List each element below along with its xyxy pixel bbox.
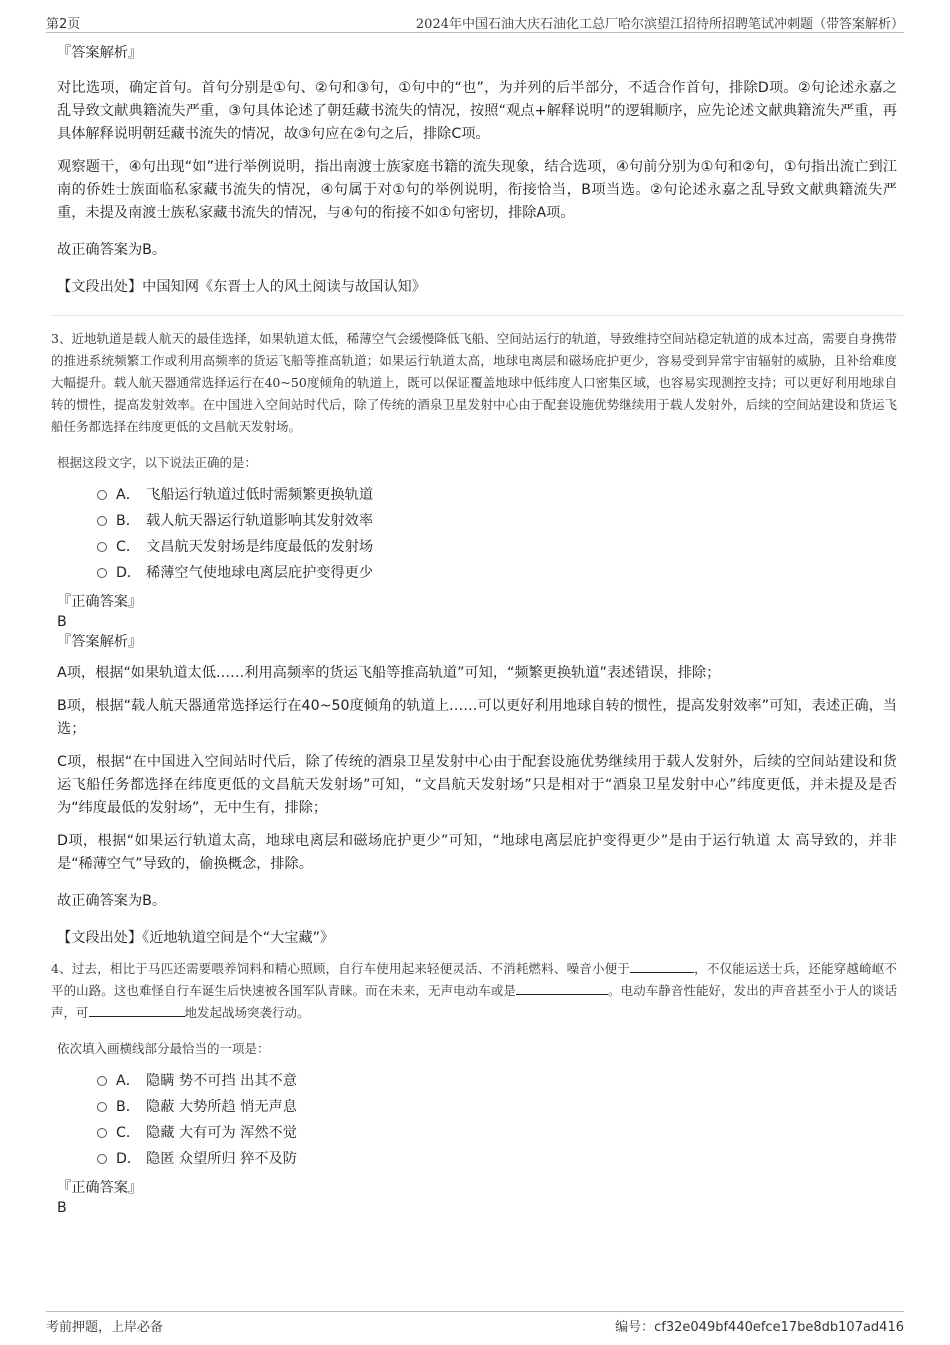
- q2-source: 【文段出处】中国知网《东晋士人的风土阅读与故国认知》: [57, 279, 426, 295]
- q3-options: [97, 482, 897, 586]
- footer-code: 编号：cf32e049bf440efce17be8db107ad416: [615, 1320, 904, 1335]
- q3-correct-value: B: [57, 614, 67, 630]
- q3-option-a[interactable]: A． 飞船运行轨道过低时需频繁更换轨道: [97, 482, 897, 508]
- q2-analysis-para1: 对比选项，确定首句。首句分别是①句、②句和③句，①句中的“也”，为并列的后半部分，不适合作首句，排除D项。②句论述永嘉之乱导致文献典籍流失严重，③句具体论述了朝廷藏书流失的情况，按照“观点+解释说明”的逻辑顺序，应先论述文献典籍流失严重，再具体解释说明朝廷藏书流失的情况，故③句应在②句之后，排除C项。: [57, 80, 897, 142]
- q4-blank-3[interactable]: [89, 1004, 185, 1017]
- document-body: [51, 42, 897, 1218]
- q3-conclusion: 故正确答案为B。: [57, 893, 167, 909]
- q4-correct-value: B: [57, 1200, 67, 1216]
- radio-icon[interactable]: [97, 542, 107, 552]
- q4-option-d[interactable]: D． 隐匿 众望所归 猝不及防: [97, 1146, 897, 1172]
- page-header: [46, 10, 904, 33]
- q4-option-c[interactable]: C． 隐藏 大有可为 浑然不觉: [97, 1120, 897, 1146]
- radio-icon[interactable]: [97, 490, 107, 500]
- radio-icon[interactable]: [97, 1102, 107, 1112]
- q3-stem: 3、近地轨道是载人航天的最佳选择，如果轨道太低，稀薄空气会缓慢降低飞船、空间站运行的轨道，导致维持空间站稳定轨道的成本过高，需要自身携带的推进系统频繁工作或利用高频率的货运飞船等推高轨道；如果运行轨道太高，地球电离层和磁场庇护更少，容易受到异常宇宙辐射的威胁，且补给难度大幅提升。载人航天器通常选择运行在40~50度倾角的轨道上，既可以保证覆盖地球中低纬度人口密集区域，也容易实现测控支持；可以更好利用地球自转的惯性，提高发射效率。在中国进入空间站时代后，除了传统的酒泉卫星发射中心由于配套设施优势继续用于载人发射外，后续的空间站建设和货运飞船任务都选择在纬度更低的文昌航天发射场。: [51, 331, 897, 434]
- radio-icon[interactable]: [97, 516, 107, 526]
- q3-option-b[interactable]: B． 载人航天器运行轨道影响其发射效率: [97, 508, 897, 534]
- radio-icon[interactable]: [97, 1154, 107, 1164]
- q3-analysis-c: C项，根据“在中国进入空间站时代后，除了传统的酒泉卫星发射中心由于配套设施优势继续用于载人发射外，后续的空间站建设和货运飞船任务都选择在纬度更低的文昌航天发射场”可知，“文昌航天发射场”只是相对于“酒泉卫星发射中心”纬度更低，并未提及是否为“纬度最低的发射场”，无中生有，排除；: [57, 754, 897, 816]
- radio-icon[interactable]: [97, 1076, 107, 1086]
- q2-analysis-para2: 观察题干，④句出现“如”进行举例说明，指出南渡士族家庭书籍的流失现象，结合选项，④句前分别为①句和②句，①句指出流亡到江南的侨姓士族面临私家藏书流失的情况，④句属于对①句的举例说明，衔接恰当，B项当选。②句论述永嘉之乱导致文献典籍流失严重，未提及南渡士族私家藏书流失的情况，与④句的衔接不如①句密切，排除A项。: [57, 159, 897, 221]
- divider: [51, 315, 903, 316]
- q3-analysis-label: 『答案解析』: [57, 634, 143, 650]
- radio-icon[interactable]: [97, 568, 107, 578]
- q4-blank-2[interactable]: [516, 982, 608, 995]
- radio-icon[interactable]: [97, 1128, 107, 1138]
- q4-question: 依次填入画横线部分最恰当的一项是：: [57, 1041, 270, 1056]
- page-number: 第2页: [46, 17, 81, 32]
- q4-blank-1[interactable]: [630, 960, 694, 973]
- q2-analysis-label: 『答案解析』: [57, 45, 143, 61]
- q4-stem: 4、过去，相比于马匹还需要喂养饲料和精心照顾，自行车使用起来轻便灵活、不消耗燃料、噪音小便于 ，不仅能运送士兵，还能穿越崎岖不平的山路。这也难怪自行车诞生后快速被各国军队青睐。而在未来，无声电动车或是 。电动车静音性能好，发出的声音甚至小于人的谈话声，可 地发起战场突袭行动。: [51, 961, 897, 1020]
- q3-analysis-b: B项，根据“载人航天器通常选择运行在40~50度倾角的轨道上……可以更好利用地球自转的惯性，提高发射效率”可知，表述正确，当选；: [57, 698, 897, 737]
- q3-question: 根据这段文字，以下说法正确的是：: [57, 455, 258, 470]
- q4-correct-label: 『正确答案』: [57, 1180, 143, 1196]
- q4-option-a[interactable]: A． 隐瞒 势不可挡 出其不意: [97, 1068, 897, 1094]
- document-title: 2024年中国石油大庆石油化工总厂哈尔滨望江招待所招聘笔试冲刺题（带答案解析）: [415, 17, 904, 32]
- q4-option-b[interactable]: B． 隐蔽 大势所趋 悄无声息: [97, 1094, 897, 1120]
- q3-source: 【文段出处】《近地轨道空间是个“大宝藏”》: [57, 930, 335, 946]
- q3-analysis-a: A项，根据“如果轨道太低……利用高频率的货运飞船等推高轨道”可知，“频繁更换轨道”表述错误，排除；: [57, 665, 721, 681]
- q3-option-d[interactable]: D． 稀薄空气使地球电离层庇护变得更少: [97, 560, 897, 586]
- page-footer: [46, 1311, 904, 1336]
- q3-option-c[interactable]: C． 文昌航天发射场是纬度最低的发射场: [97, 534, 897, 560]
- q2-conclusion: 故正确答案为B。: [57, 242, 167, 258]
- q3-correct-label: 『正确答案』: [57, 594, 143, 610]
- q4-options: [97, 1068, 897, 1172]
- footer-slogan: 考前押题，上岸必备: [46, 1320, 164, 1335]
- q3-analysis-d: D项，根据“如果运行轨道太高，地球电离层和磁场庇护更少”可知，“地球电离层庇护变得更少”是由于运行轨道 太 高导致的，并非是“稀薄空气”导致的，偷换概念，排除。: [57, 833, 897, 872]
